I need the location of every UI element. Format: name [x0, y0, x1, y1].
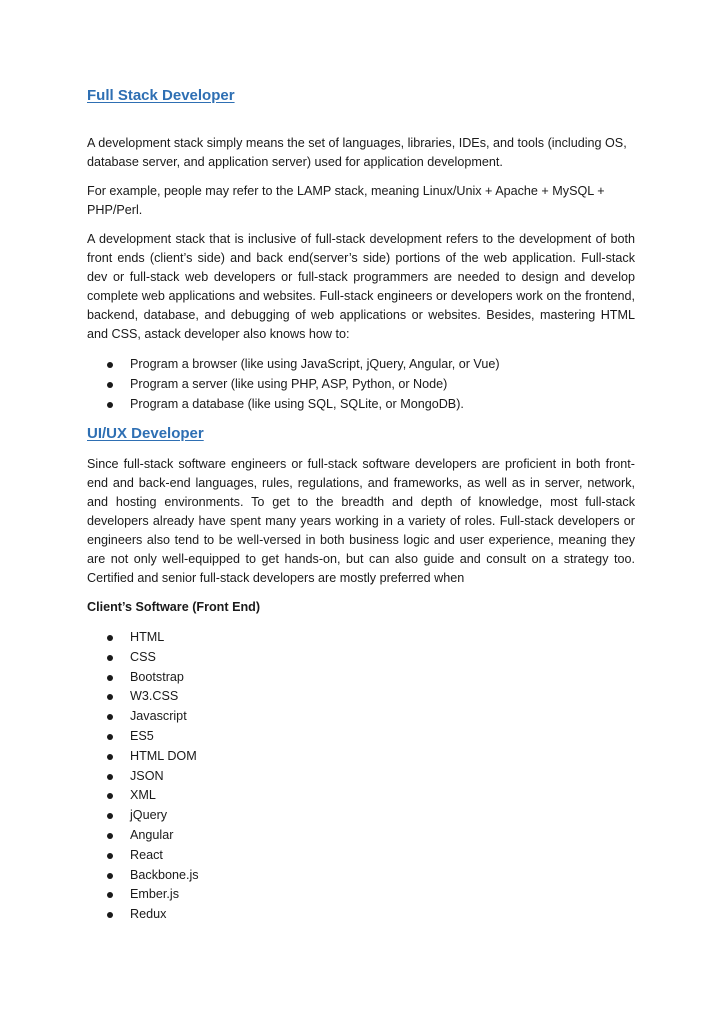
- list-item-text: Program a database (like using SQL, SQLite, or MongoDB).: [130, 396, 464, 411]
- list-item: [87, 355, 635, 375]
- list-item: [87, 395, 635, 415]
- list-item: [87, 767, 635, 787]
- list-item: [87, 866, 635, 886]
- bullet-icon: [107, 754, 113, 760]
- list-item-text: Ember.js: [130, 887, 179, 902]
- bullet-icon: [107, 655, 113, 661]
- paragraph-intro: [87, 134, 635, 172]
- paragraph-ui-ux: [87, 455, 635, 588]
- list-item-text: Backbone.js: [130, 867, 199, 882]
- list-item-text: Bootstrap: [130, 669, 184, 684]
- list-item-text: React: [130, 847, 163, 862]
- subheading-wrapper: [87, 600, 635, 614]
- bullet-icon: [107, 714, 113, 720]
- subheading-client-software: Client’s Software (Front End): [87, 600, 261, 614]
- list-item-text: W3.CSS: [130, 689, 179, 704]
- list-item-text: Program a browser (like using JavaScript, jQuery, Angular, or Vue): [130, 357, 500, 371]
- list-item-text: CSS: [130, 649, 156, 664]
- list-item-text: ES5: [130, 728, 154, 743]
- list-item-text: HTML: [130, 630, 165, 644]
- list-item: [87, 786, 635, 806]
- list-item: [87, 905, 635, 925]
- list-item-text: JSON: [130, 768, 164, 783]
- paragraph-stack: [87, 230, 635, 344]
- section-title-ui-ux: UI/UX Developer: [87, 425, 204, 442]
- bullet-list-front-end: [87, 628, 635, 925]
- bullet-icon: [107, 774, 113, 780]
- list-item-text: jQuery: [130, 808, 168, 823]
- paragraph-text: A development stack simply means the set of languages, libraries, IDEs, and tools (including OS, database server, and application server) used for application development.: [87, 136, 627, 169]
- bullet-icon: [107, 892, 113, 898]
- list-item: [87, 727, 635, 747]
- bullet-icon: [107, 833, 113, 839]
- paragraph-text: A development stack that is inclusive of full-stack development refers to the development of both front ends (client’s side) and back end(server’s side) portions of the web application. Full-stack dev or full-stack web developers or full-stack programmers are needed to design and develop complete web applications and websites. Full-stack engineers or developers work on the frontend, backend, database, and debugging of web applications or websites. Besides, mastering HTML and CSS, astack developer also knows how to:: [87, 232, 635, 341]
- section-title-full-stack: Full Stack Developer: [87, 87, 235, 104]
- list-item: [87, 628, 635, 648]
- list-item: [87, 846, 635, 866]
- paragraph-lamp: [87, 182, 635, 220]
- list-item-text: Angular: [130, 827, 174, 842]
- bullet-icon: [107, 694, 113, 700]
- bullet-icon: [107, 793, 113, 799]
- bullet-icon: [107, 675, 113, 681]
- bullet-icon: [107, 734, 113, 740]
- paragraph-text: Since full-stack software engineers or full-stack software developers are proficient in both front-end and back-end languages, rules, regulations, and frameworks, as well as in server, network, and hosting environments. To get to the breadth and depth of knowledge, most full-stack developers already have spent many years working in a variety of roles. Full-stack developers or engineers also tend to be well-versed in both business logic and user experience, meaning they are not only well-equipped to get hands-on, but can also guide and consult on a strategy too. Certified and senior full-stack developers are mostly preferred when: [87, 457, 635, 585]
- bullet-icon: [107, 853, 113, 859]
- list-item-text: HTML DOM: [130, 748, 197, 763]
- bullet-list-programming: [87, 355, 635, 414]
- list-item: [87, 885, 635, 905]
- list-item: [87, 747, 635, 767]
- bullet-icon: [107, 402, 113, 408]
- bullet-icon: [107, 382, 113, 388]
- bullet-icon: [107, 813, 113, 819]
- list-item: [87, 687, 635, 707]
- list-item: [87, 826, 635, 846]
- bullet-icon: [107, 873, 113, 879]
- list-item-text: Redux: [130, 907, 167, 922]
- bullet-icon: [107, 362, 113, 368]
- paragraph-text: For example, people may refer to the LAMP stack, meaning Linux/Unix + Apache + MySQL + PHP/Perl.: [87, 184, 605, 217]
- section-title-wrapper: [87, 425, 635, 442]
- list-item-text: Program a server (like using PHP, ASP, Python, or Node): [130, 376, 448, 391]
- list-item: [87, 648, 635, 668]
- list-item: [87, 668, 635, 688]
- list-item: [87, 375, 635, 395]
- list-item-text: Javascript: [130, 709, 187, 724]
- list-item-text: XML: [130, 788, 156, 803]
- list-item: [87, 806, 635, 826]
- bullet-icon: [107, 912, 113, 918]
- list-item: [87, 707, 635, 727]
- bullet-icon: [107, 635, 113, 641]
